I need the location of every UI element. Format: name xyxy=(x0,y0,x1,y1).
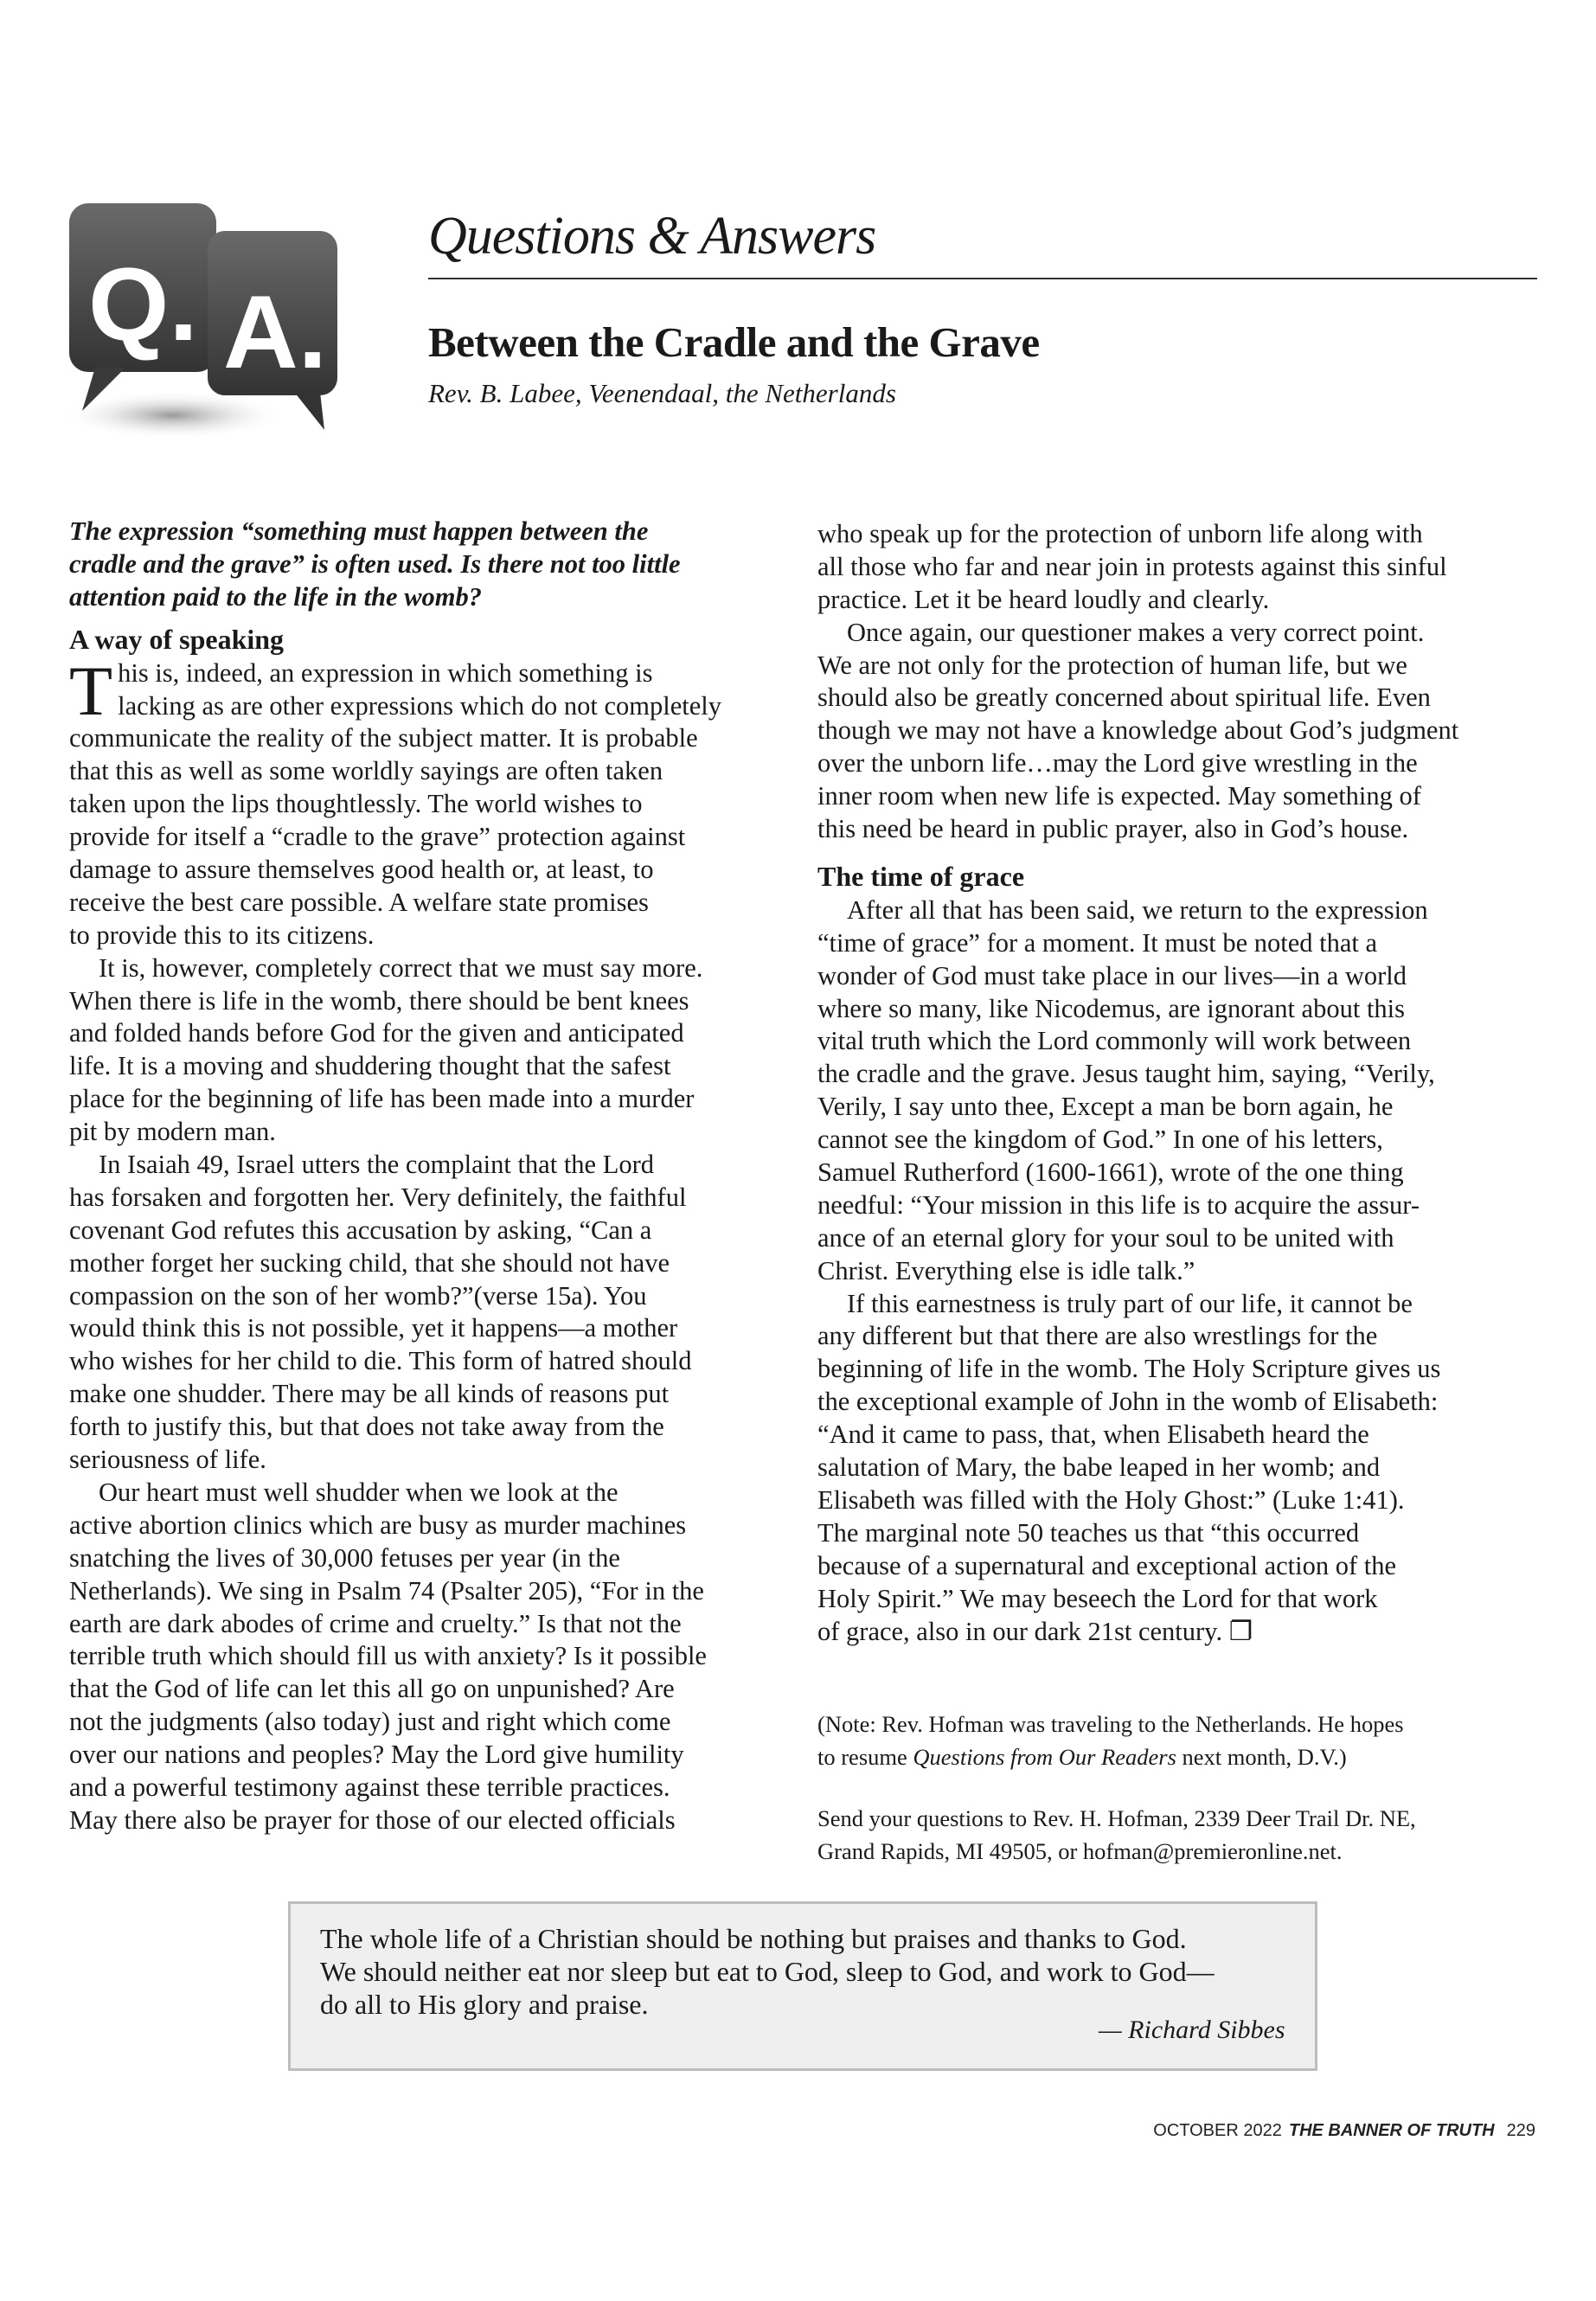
quote-text xyxy=(320,1922,1215,2021)
line-text: inner room when new life is expected. May something of xyxy=(817,781,1421,811)
text-line xyxy=(817,1058,1540,1091)
line-text: Verily, I say unto thee, Except a man be born again, he xyxy=(817,1092,1394,1122)
line-text: May there also be prayer for those of our elected officials xyxy=(69,1804,676,1835)
line-text: provide for itself a “cradle to the grave” protection against xyxy=(69,822,686,852)
text-line xyxy=(817,1320,1540,1353)
line-text: needful: “Your mission in this life is to acquire the assur- xyxy=(817,1189,1420,1220)
text-line xyxy=(817,993,1540,1026)
quote-line: The whole life of a Christian should be nothing but praises and thanks to God. xyxy=(320,1923,1187,1954)
text-line xyxy=(69,1312,787,1345)
line-text: beginning of life in the womb. The Holy Scripture gives us xyxy=(817,1354,1441,1384)
note-line xyxy=(817,1741,1404,1774)
line-text: though we may not have a knowledge about God’s judgment xyxy=(817,715,1459,746)
paragraph xyxy=(69,952,787,1149)
contact-line: Send your questions to Rev. H. Hofman, 2339 Deer Trail Dr. NE, xyxy=(817,1805,1416,1831)
line-text: Holy Spirit.” We may beseech the Lord for that work xyxy=(817,1583,1378,1613)
editor-note xyxy=(817,1708,1404,1773)
line-text: Christ. Everything else is idle talk.” xyxy=(817,1255,1195,1285)
text-line xyxy=(69,1706,787,1739)
line-text: not the judgments (also today) just and right which come xyxy=(69,1707,671,1737)
text-line xyxy=(817,1419,1540,1452)
text-line xyxy=(69,1575,787,1608)
line-text: all those who far and near join in protests against this sinful xyxy=(817,551,1447,581)
text-line xyxy=(69,1608,787,1641)
qa-logo xyxy=(61,195,415,445)
text-line xyxy=(69,952,787,985)
line-text: covenant God refutes this accusation by asking, “Can a xyxy=(69,1215,652,1245)
question-line xyxy=(69,581,787,614)
line-text: In Isaiah 49, Israel utters the complaint that the Lord xyxy=(99,1150,654,1180)
right-column xyxy=(817,518,1540,1648)
text-line xyxy=(817,1517,1540,1550)
text-line xyxy=(817,584,1540,617)
line-text: his is, indeed, an expression in which something is xyxy=(118,657,653,688)
text-line xyxy=(69,1050,787,1083)
line-text: compassion on the son of her womb?”(verse 15a). You xyxy=(69,1280,647,1311)
line-text: wonder of God must take place in our lives—in a world xyxy=(817,960,1407,990)
line-text: over the unborn life…may the Lord give wrestling in the xyxy=(817,748,1418,779)
page-number: 229 xyxy=(1506,2121,1535,2140)
text-line xyxy=(69,1116,787,1149)
text-line xyxy=(69,1149,787,1182)
text-line xyxy=(817,650,1540,683)
line-text: that this as well as some worldly sayings are often taken xyxy=(69,756,663,786)
line-text: forth to justify this, but that does not take away from the xyxy=(69,1412,664,1442)
line-text: Samuel Rutherford (1600-1661), wrote of the one thing xyxy=(817,1157,1404,1188)
line-text: because of a supernatural and exceptional action of the xyxy=(817,1550,1397,1580)
line-text: damage to assure themselves good health or, at least, to xyxy=(69,855,654,885)
svg-text:Q.: Q. xyxy=(88,247,198,362)
text-line xyxy=(69,788,787,821)
line-text: “time of grace” for a moment. It must be noted that a xyxy=(817,927,1378,958)
paragraph xyxy=(69,1149,787,1477)
paragraph xyxy=(817,617,1540,846)
text-line xyxy=(817,1583,1540,1616)
note-line: (Note: Rev. Hofman was traveling to the Netherlands. He hopes xyxy=(817,1711,1404,1737)
text-line xyxy=(817,1222,1540,1255)
line-text: cannot see the kingdom of God.” In one of his letters, xyxy=(817,1125,1383,1155)
text-line xyxy=(817,1157,1540,1189)
line-text: The expression “something must happen between the xyxy=(69,516,649,546)
line-text: has forsaken and forgotten her. Very definitely, the faithful xyxy=(69,1182,687,1212)
text-line xyxy=(817,813,1540,846)
line-text: life. It is a moving and shuddering thought that the safest xyxy=(69,1051,671,1081)
paragraph xyxy=(69,1477,787,1837)
paragraph xyxy=(69,651,787,952)
line-text: communicate the reality of the subject matter. It is probable xyxy=(69,723,698,753)
line-text: Netherlands). We sing in Psalm 74 (Psalter 205), “For in the xyxy=(69,1575,704,1606)
line-text: this need be heard in public prayer, also in God’s house. xyxy=(817,814,1409,844)
contact-line: Grand Rapids, MI 49505, or hofman@premieronline.net. xyxy=(817,1837,1343,1864)
text-line xyxy=(69,821,787,854)
line-text: ance of an eternal glory for your soul to be united with xyxy=(817,1222,1394,1253)
line-text: active abortion clinics which are busy as murder machines xyxy=(69,1509,687,1540)
text-line xyxy=(69,1247,787,1280)
text-line xyxy=(69,920,787,952)
paragraph xyxy=(817,518,1540,617)
line-text: taken upon the lips thoughtlessly. The world wishes to xyxy=(69,789,643,819)
svg-text:A.: A. xyxy=(223,274,327,390)
text-line xyxy=(817,1288,1540,1321)
text-line xyxy=(817,1091,1540,1124)
line-text: terrible truth which should fill us with anxiety? Is it possible xyxy=(69,1641,707,1671)
text-line xyxy=(817,1255,1540,1288)
section-title: Questions & Answers xyxy=(428,207,876,266)
line-text: Our heart must well shudder when we look at the xyxy=(99,1477,619,1507)
line-text: The marginal note 50 teaches us that “this occurred xyxy=(817,1517,1360,1548)
line-text: of grace, also in our dark 21st century. ❐ xyxy=(817,1616,1253,1646)
text-line xyxy=(69,1345,787,1378)
page-footer xyxy=(1153,2121,1535,2141)
text-line xyxy=(69,657,787,690)
text-line xyxy=(817,1124,1540,1157)
line-text: and folded hands before God for the given and anticipated xyxy=(69,1018,684,1048)
text-line xyxy=(817,1189,1540,1222)
line-text: snatching the lives of 30,000 fetuses per year (in the xyxy=(69,1542,620,1573)
line-text: After all that has been said, we return to the expression xyxy=(847,894,1428,925)
left-column xyxy=(69,516,787,1837)
line-text: that the God of life can let this all go on unpunished? Are xyxy=(69,1674,675,1704)
line-text: over our nations and peoples? May the Lord give humility xyxy=(69,1740,684,1770)
contact-info xyxy=(817,1803,1416,1868)
line-text: the exceptional example of John in the womb of Elisabeth: xyxy=(817,1387,1439,1417)
line-text: seriousness of life. xyxy=(69,1445,266,1475)
line-text: Once again, our questioner makes a very correct point. xyxy=(847,617,1425,647)
text-line xyxy=(69,1280,787,1313)
line-text: place for the beginning of life has been made into a murder xyxy=(69,1084,695,1114)
paragraph xyxy=(817,1288,1540,1649)
text-line xyxy=(69,722,787,755)
quote-line: do all to His glory and praise. xyxy=(320,1989,649,2020)
quote-line: We should neither eat nor sleep but eat to God, sleep to God, and work to God— xyxy=(320,1956,1215,1987)
text-line xyxy=(69,1542,787,1575)
line-text: pit by modern man. xyxy=(69,1117,276,1147)
line-text: should also be greatly concerned about spiritual life. Even xyxy=(817,683,1431,713)
text-line xyxy=(69,1673,787,1706)
text-line xyxy=(69,1017,787,1050)
text-line xyxy=(817,1452,1540,1484)
article-byline: Rev. B. Labee, Veenendaal, the Netherlands xyxy=(428,378,896,408)
text-line xyxy=(69,1509,787,1542)
line-text: cradle and the grave” is often used. Is there not too little xyxy=(69,548,681,579)
line-text: If this earnestness is truly part of our life, it cannot be xyxy=(847,1288,1413,1318)
text-line xyxy=(69,1182,787,1215)
line-text: practice. Let it be heard loudly and clearly. xyxy=(817,584,1270,614)
text-line xyxy=(817,927,1540,960)
text-line xyxy=(817,617,1540,650)
magazine-name: THE BANNER OF TRUTH xyxy=(1288,2121,1495,2140)
column-name: Questions from Our Readers xyxy=(913,1743,1176,1770)
line-text: lacking as are other expressions which do not completely xyxy=(118,690,722,721)
text-line xyxy=(817,1353,1540,1386)
text-line xyxy=(69,887,787,920)
text-line xyxy=(69,1378,787,1411)
text-line xyxy=(817,518,1540,551)
text-line xyxy=(69,690,787,723)
line-text: We are not only for the protection of human life, but we xyxy=(817,650,1407,680)
line-text: attention paid to the life in the womb? xyxy=(69,581,483,612)
line-text: make one shudder. There may be all kinds of reasons put xyxy=(69,1379,670,1409)
text-line xyxy=(817,682,1540,715)
issue-date: OCTOBER 2022 xyxy=(1153,2121,1282,2140)
question-line xyxy=(69,516,787,548)
quote-attribution: — Richard Sibbes xyxy=(1099,2016,1285,2044)
text-line xyxy=(69,985,787,1018)
text-line xyxy=(69,755,787,788)
line-text: and a powerful testimony against these terrible practices. xyxy=(69,1772,670,1802)
text-line xyxy=(69,1772,787,1804)
line-text: When there is life in the womb, there should be bent knees xyxy=(69,985,689,1016)
line-text: “And it came to pass, that, when Elisabeth heard the xyxy=(817,1420,1369,1450)
line-text: vital truth which the Lord commonly will work between xyxy=(817,1026,1412,1056)
line-text: Elisabeth was filled with the Holy Ghost:” (Luke 1:41). xyxy=(817,1484,1405,1515)
text-line xyxy=(69,1215,787,1247)
line-text: mother forget her sucking child, that she should not have xyxy=(69,1247,670,1278)
text-line xyxy=(69,1411,787,1444)
line-text: where so many, like Nicodemus, are ignorant about this xyxy=(817,993,1406,1023)
article-title: Between the Cradle and the Grave xyxy=(428,318,1040,366)
text-line xyxy=(69,1477,787,1509)
line-text: It is, however, completely correct that we must say more. xyxy=(99,952,703,983)
text-line xyxy=(69,1083,787,1116)
text-line xyxy=(817,1616,1540,1649)
line-text: who speak up for the protection of unborn life along with xyxy=(817,519,1423,548)
section-heading: The time of grace xyxy=(817,860,1025,892)
question-line xyxy=(69,548,787,581)
line-text: receive the best care possible. A welfare state promises xyxy=(69,887,649,917)
text-line xyxy=(817,1025,1540,1058)
title-rule xyxy=(428,278,1537,279)
section-heading: A way of speaking xyxy=(69,623,285,655)
text-line xyxy=(817,1386,1540,1419)
text-line xyxy=(817,1550,1540,1583)
line-text: to provide this to its citizens. xyxy=(69,920,375,950)
text-line xyxy=(817,1484,1540,1517)
text-line xyxy=(817,715,1540,747)
paragraph xyxy=(817,894,1540,1288)
line-text: salutation of Mary, the babe leaped in her womb; and xyxy=(817,1452,1381,1483)
text-line xyxy=(69,1804,787,1837)
line-text: any different but that there are also wrestlings for the xyxy=(817,1321,1378,1351)
note-text: to resume xyxy=(817,1743,913,1770)
text-line xyxy=(817,894,1540,927)
text-line xyxy=(817,780,1540,813)
line-text: earth are dark abodes of crime and cruelty.” Is that not the xyxy=(69,1608,682,1638)
note-text: next month, D.V.) xyxy=(1176,1743,1347,1770)
text-line xyxy=(817,960,1540,993)
drop-cap: T xyxy=(69,651,113,730)
line-text: the cradle and the grave. Jesus taught him, saying, “Verily, xyxy=(817,1059,1435,1089)
line-text: would think this is not possible, yet it happens—a mother xyxy=(69,1313,678,1343)
text-line xyxy=(69,1739,787,1772)
text-line xyxy=(817,551,1540,584)
text-line xyxy=(69,854,787,887)
line-text: who wishes for her child to die. This form of hatred should xyxy=(69,1346,692,1376)
text-line xyxy=(817,747,1540,780)
text-line xyxy=(69,1444,787,1477)
text-line xyxy=(69,1640,787,1673)
